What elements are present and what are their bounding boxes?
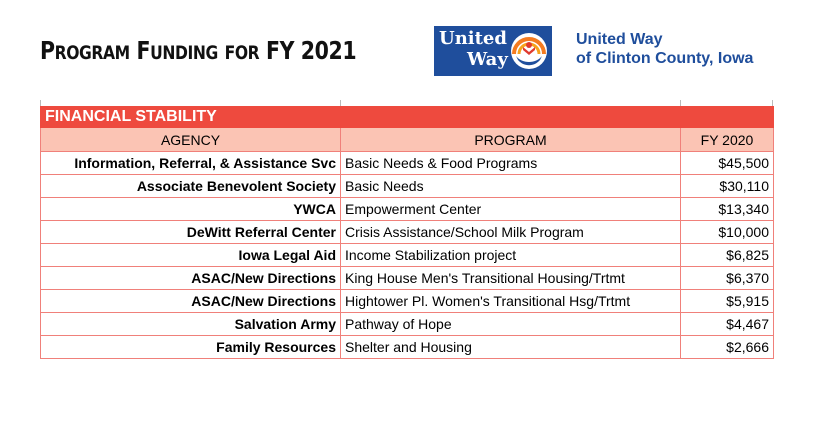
- program-cell: Crisis Assistance/School Milk Program: [341, 221, 681, 244]
- amount-cell: $45,500: [681, 152, 774, 175]
- amount-cell: $6,370: [681, 267, 774, 290]
- title-initial-f: F: [136, 36, 151, 65]
- program-cell: Income Stabilization project: [341, 244, 681, 267]
- amount-cell: $6,825: [681, 244, 774, 267]
- org-line-1: United Way: [576, 31, 663, 48]
- table-row: [41, 152, 774, 175]
- program-cell: Basic Needs & Food Programs: [341, 152, 681, 175]
- amount-cell: $4,467: [681, 313, 774, 336]
- table-row: [41, 336, 774, 359]
- title-unding: UNDING: [150, 42, 218, 64]
- agency-cell: Associate Benevolent Society: [41, 175, 341, 198]
- funding-table: [40, 106, 774, 359]
- column-header-row: [41, 128, 774, 152]
- column-header-agency: AGENCY: [41, 128, 341, 152]
- title-year: FY 2021: [266, 36, 357, 65]
- agency-cell: ASAC/New Directions: [41, 267, 341, 290]
- hand-person-rainbow-icon: [510, 32, 548, 70]
- agency-cell: Family Resources: [41, 336, 341, 359]
- agency-cell: ASAC/New Directions: [41, 290, 341, 313]
- program-cell: King House Men's Transitional Housing/Trtmt: [341, 267, 681, 290]
- agency-cell: Iowa Legal Aid: [41, 244, 341, 267]
- amount-cell: $13,340: [681, 198, 774, 221]
- united-way-logo: [434, 26, 552, 76]
- table-row: [41, 290, 774, 313]
- org-line-2: of Clinton County, Iowa: [576, 50, 754, 67]
- amount-cell: $2,666: [681, 336, 774, 359]
- table-row: [41, 313, 774, 336]
- title-initial-p: P: [40, 36, 55, 65]
- agency-cell: Salvation Army: [41, 313, 341, 336]
- amount-cell: $30,110: [681, 175, 774, 198]
- agency-cell: YWCA: [41, 198, 341, 221]
- column-header-fy2020: FY 2020: [681, 128, 774, 152]
- program-cell: Shelter and Housing: [341, 336, 681, 359]
- amount-cell: $10,000: [681, 221, 774, 244]
- table-row: [41, 267, 774, 290]
- section-title: FINANCIAL STABILITY: [41, 107, 774, 128]
- program-cell: Hightower Pl. Women's Transitional Hsg/Trtmt: [341, 290, 681, 313]
- table-row: [41, 175, 774, 198]
- title-rogram: ROGRAM: [54, 42, 130, 64]
- table-row: [41, 244, 774, 267]
- logo-word-way: Way: [467, 49, 508, 70]
- agency-cell: DeWitt Referral Center: [41, 221, 341, 244]
- title-for: FOR: [224, 42, 260, 64]
- logo-word-united: United: [439, 28, 507, 49]
- amount-cell: $5,915: [681, 290, 774, 313]
- table-row: [41, 221, 774, 244]
- program-cell: Empowerment Center: [341, 198, 681, 221]
- table-row: [41, 198, 774, 221]
- organization-name: [576, 30, 753, 68]
- program-cell: Pathway of Hope: [341, 313, 681, 336]
- agency-cell: Information, Referral, & Assistance Svc: [41, 152, 341, 175]
- column-header-program: PROGRAM: [341, 128, 681, 152]
- section-row: [41, 107, 774, 128]
- program-cell: Basic Needs: [341, 175, 681, 198]
- page-title: [40, 36, 356, 65]
